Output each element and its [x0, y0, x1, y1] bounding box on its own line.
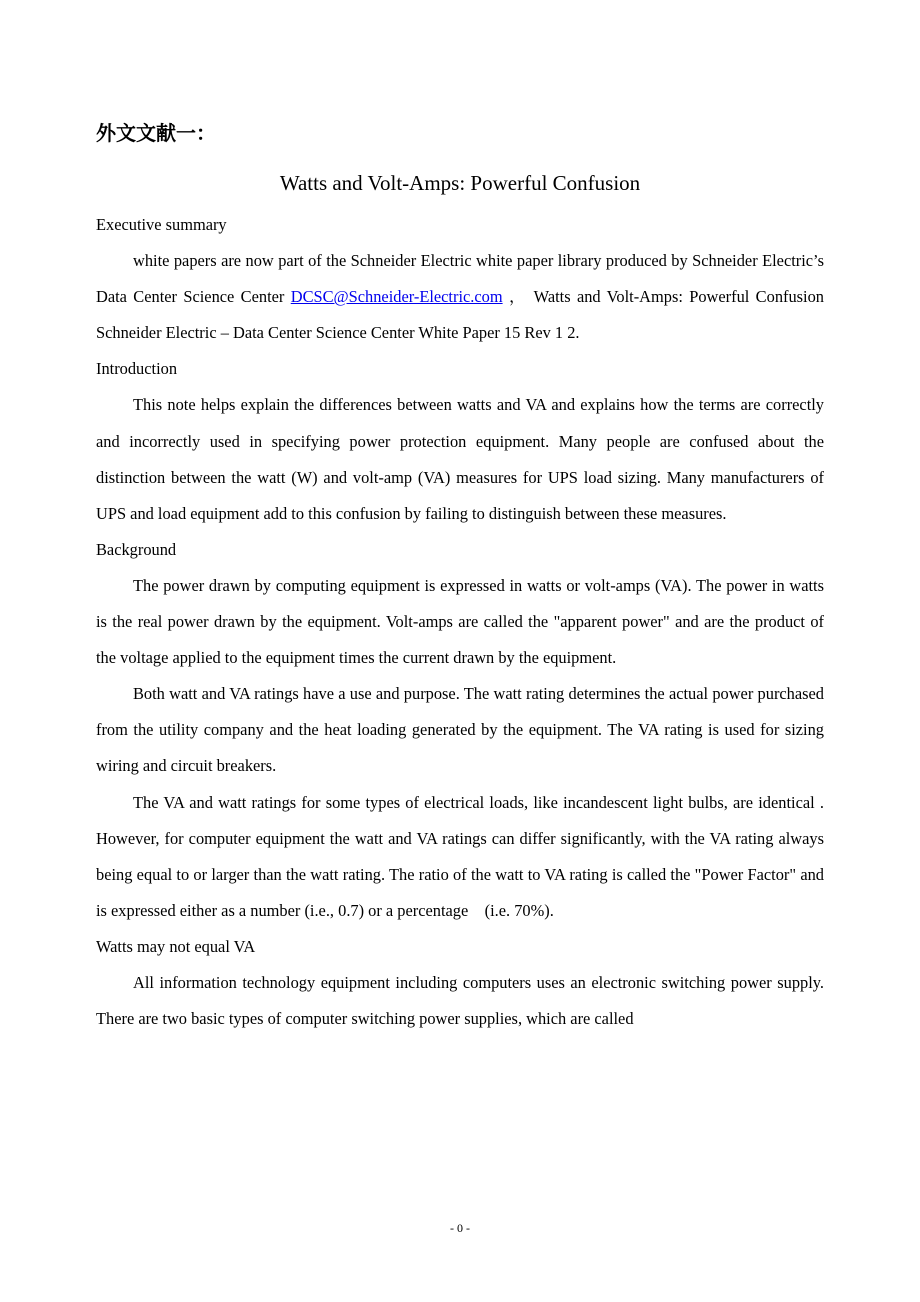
background-paragraph-2: Both watt and VA ratings have a use and purpose. The watt rating determines the actual power purchased from the utility company and the heat loading generated by the equipment. The VA rating is used for sizing wiring and circuit breakers.: [96, 684, 824, 776]
document-body: [96, 207, 824, 1037]
paper-title: Watts and Volt-Amps: Powerful Confusion: [279, 171, 641, 195]
page-number: - 0 -: [450, 1221, 470, 1235]
executive-summary-text-before-link: white papers are now part of the Schneider Electric white paper library produced by Schneider Electric’s Data Center Science Center: [96, 251, 824, 307]
watts-not-va-paragraph: All information technology equipment including computers uses an electronic switching power supply. There are two basic types of computer switching power supplies, which are called: [96, 972, 824, 1029]
section-heading-introduction: Introduction: [96, 359, 178, 379]
document-heading: 外文文献一：: [96, 121, 216, 145]
executive-summary-paragraph: [96, 243, 824, 351]
introduction-paragraph: This note helps explain the differences between watts and VA and explains how the terms are correctly and incorrectly used in specifying power protection equipment. Many people are confused about the distinction between the watt (W) and volt-amp (VA) measures for UPS load sizing. Many manufacturers of UPS and load equipment add to this confusion by failing to distinguish between these measures.: [96, 395, 824, 523]
section-heading-executive-summary: Executive summary: [96, 215, 227, 234]
section-heading-watts-may-not-equal-va: Watts may not equal VA: [96, 936, 256, 956]
background-paragraph-1: The power drawn by computing equipment is expressed in watts or volt-amps (VA). The power in watts is the real power drawn by the equipment. Volt-amps are called the "apparent power" and are the product of the voltage applied to the equipment times the current drawn by the equipment.: [96, 575, 824, 668]
background-paragraph-3: The VA and watt ratings for some types of electrical loads, like incandescent light bulbs, are identical . However, for computer equipment the watt and VA ratings can differ significantly, with the VA rating always being equal to or larger than the watt rating. The ratio of the watt to VA rating is called the "Power Factor" and is expressed either as a number (i.e., 0.7) or a percentage (i.e. 70%).: [96, 792, 824, 920]
section-heading-background: Background: [96, 539, 177, 559]
email-link[interactable]: DCSC@Schneider-Electric.com: [290, 287, 503, 307]
executive-summary-text-after-link: ， Watts and Volt-Amps: Powerful Confusion Schneider Electric – Data Center Science Center White Paper 15 Rev 1 2.: [96, 287, 824, 343]
